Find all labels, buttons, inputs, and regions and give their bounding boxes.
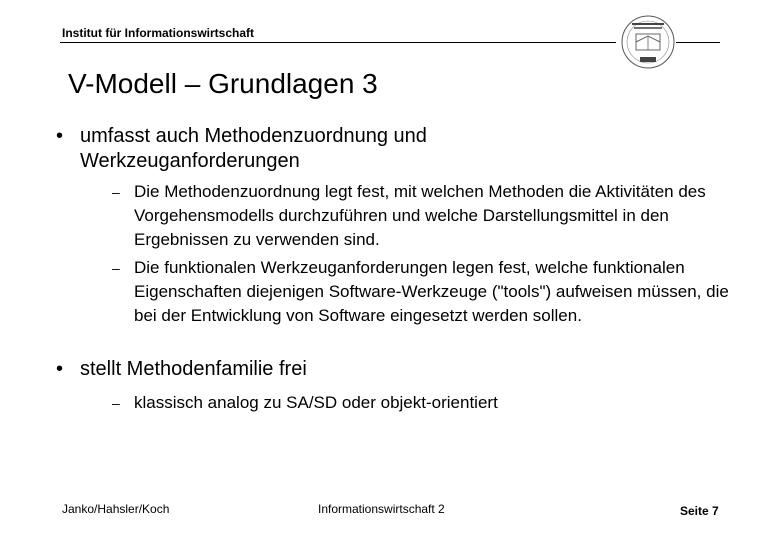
sub-bullet-text: Die Methodenzuordnung legt fest, mit welchen Methoden die Aktivitäten des Vorgehensmodells durchzuführen und welche Darstellungsmittel in den Ergebnissen zu verwenden sind. xyxy=(134,182,706,249)
university-seal-logo xyxy=(620,14,676,70)
bullet-marker: • xyxy=(56,358,64,380)
sub-bullet-text: klassisch analog zu SA/SD oder objekt-orientiert xyxy=(134,393,498,412)
header-divider xyxy=(60,42,616,43)
bullet-text-line: umfasst auch Methodenzuordnung und xyxy=(80,125,427,147)
bullet-text xyxy=(80,124,640,174)
bullet-text: stellt Methodenfamilie frei xyxy=(80,358,307,380)
sub-bullet-marker: – xyxy=(112,395,120,411)
footer-page-number: Seite 7 xyxy=(680,504,719,518)
sub-bullet-text: Die funktionalen Werkzeuganforderungen legen fest, welche funktionalen Eigenschaften diejenigen Software-Werkzeuge ("tools") aufweisen müssen, die bei der Entwicklung von Software eingesetzt werden sollen. xyxy=(134,258,729,325)
institute-header: Institut für Informationswirtschaft xyxy=(62,26,254,40)
footer-course: Informationswirtschaft 2 xyxy=(318,502,445,516)
bullet-marker: • xyxy=(56,125,64,147)
sub-bullet-marker: – xyxy=(112,184,120,200)
slide-title: V-Modell – Grundlagen 3 xyxy=(68,68,378,99)
footer-authors: Janko/Hahsler/Koch xyxy=(62,502,170,516)
bullet-text-line: Werkzeuganforderungen xyxy=(80,150,300,172)
header-divider-right xyxy=(676,42,720,43)
sub-bullet-marker: – xyxy=(112,260,120,276)
